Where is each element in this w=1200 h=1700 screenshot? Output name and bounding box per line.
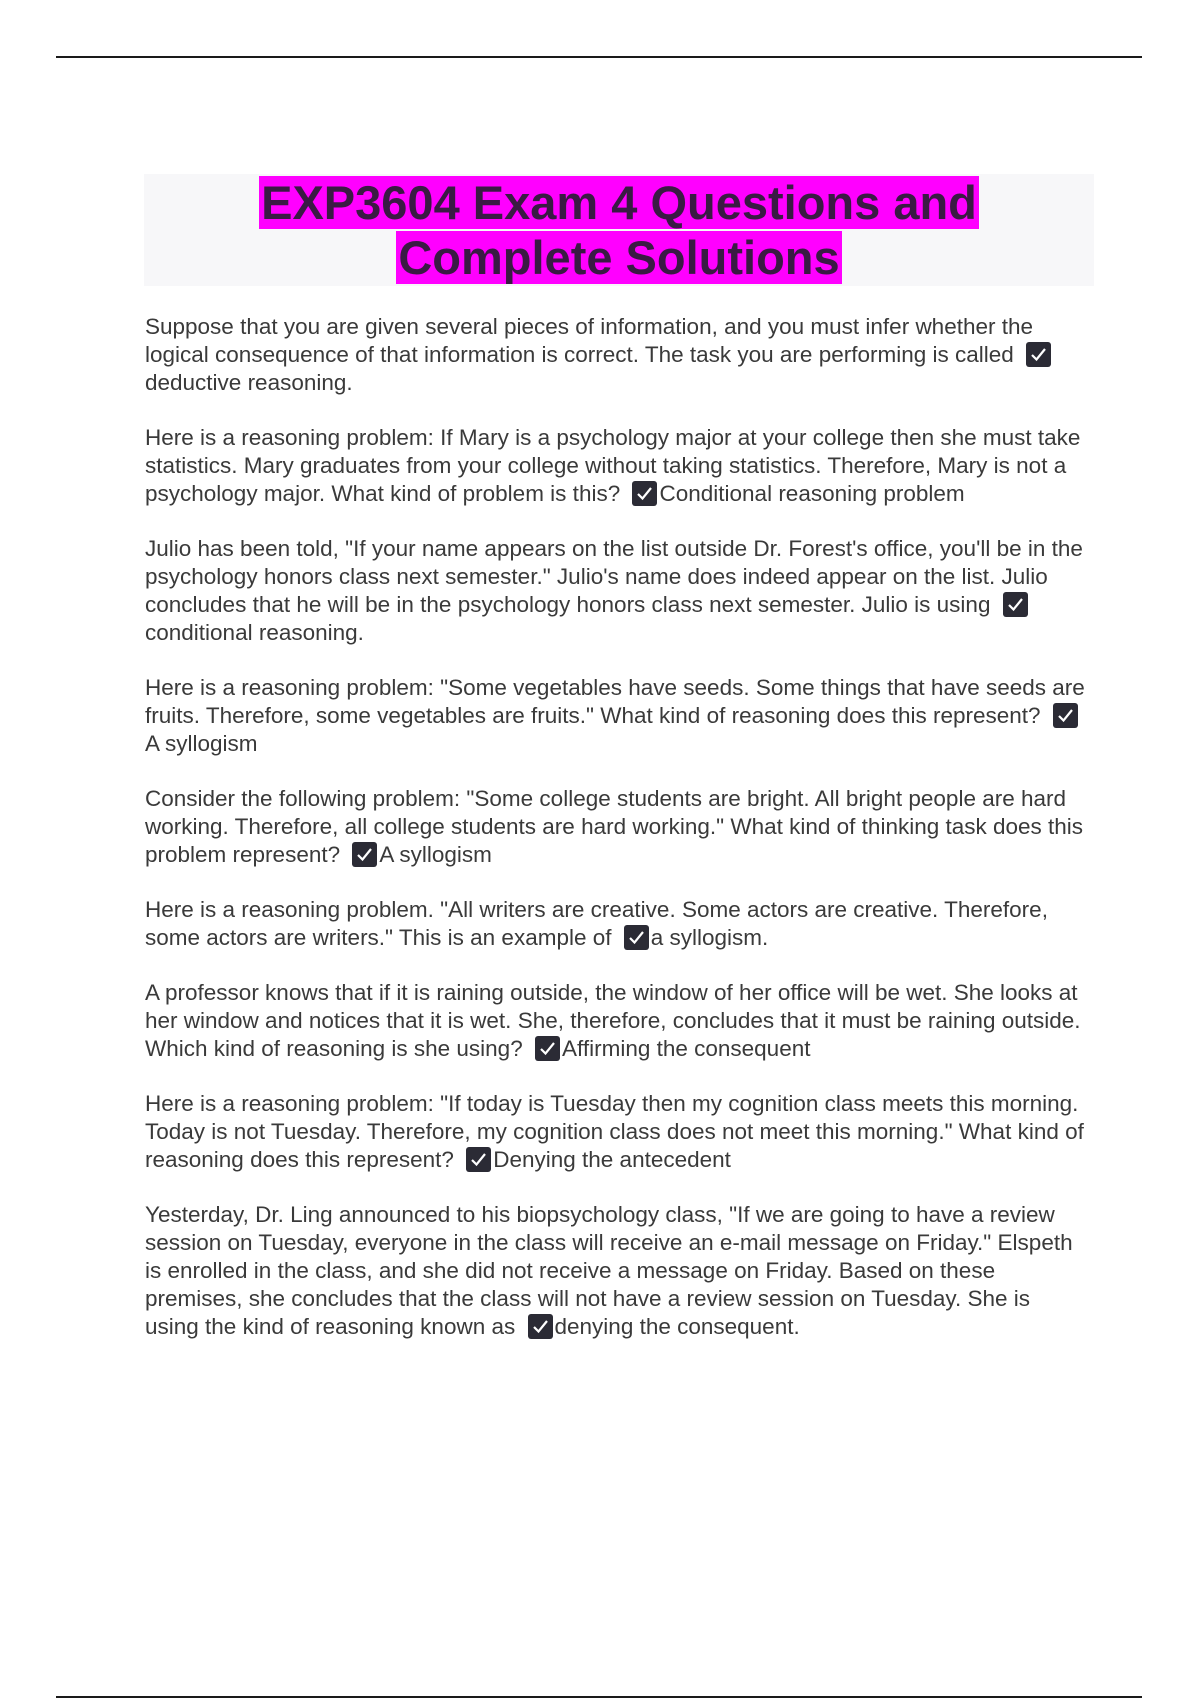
qa-item: [145, 1201, 1090, 1341]
check-box-icon: [466, 1147, 491, 1172]
answer-text: Denying the antecedent: [493, 1147, 731, 1172]
question-text: Yesterday, Dr. Ling announced to his biopsychology class, "If we are going to have a review session on Tuesday, everyone in the class will receive an e-mail message on Friday." Elspeth is enrolled in the class, and she did not receive a message on Friday. Based on these premises, she concludes that the class will not have a review session on Tuesday. She is using the kind of reasoning known as: [145, 1202, 1073, 1339]
check-box-icon: [535, 1036, 560, 1061]
check-box-icon: [1003, 592, 1028, 617]
qa-item: [145, 785, 1090, 869]
answer-text: denying the consequent.: [554, 1314, 800, 1339]
document-title: EXP3604 Exam 4 Questions and Complete Solutions: [261, 176, 977, 284]
title-banner: [144, 174, 1094, 286]
question-text: Consider the following problem: "Some college students are bright. All bright people are hard working. Therefore, all college students are hard working." What kind of thinking task does this problem represent?: [145, 786, 1084, 867]
answer-text: conditional reasoning.: [145, 620, 364, 645]
answer-text: Affirming the consequent: [561, 1036, 811, 1061]
qa-item: [145, 424, 1090, 508]
qa-item: [145, 896, 1090, 952]
answer-text: Conditional reasoning problem: [659, 481, 965, 506]
check-box-icon: [352, 842, 377, 867]
qa-item: [145, 979, 1090, 1063]
answer-text: A syllogism: [145, 731, 258, 756]
qa-item: [145, 1090, 1090, 1174]
qa-item: [145, 313, 1090, 397]
check-box-icon: [1053, 703, 1078, 728]
check-box-icon: [632, 481, 657, 506]
header-rule: [56, 56, 1142, 58]
check-box-icon: [528, 1314, 553, 1339]
question-text: Julio has been told, "If your name appears on the list outside Dr. Forest's office, you'll be in the psychology honors class next semester." Julio's name does indeed appear on the list. Julio concludes that he will be in the psychology honors class next semester. Julio is using: [145, 536, 1083, 617]
qa-item: [145, 674, 1090, 758]
check-box-icon: [1026, 342, 1051, 367]
qa-item: [145, 535, 1090, 647]
footer-rule: [56, 1696, 1142, 1698]
answer-text: a syllogism.: [650, 925, 769, 950]
question-text: Here is a reasoning problem. "All writers are creative. Some actors are creative. Therefore, some actors are writers." This is an example of: [145, 897, 1048, 950]
question-text: Suppose that you are given several pieces of information, and you must infer whether the logical consequence of that information is correct. The task you are performing is called: [145, 314, 1034, 367]
question-text: Here is a reasoning problem: "Some vegetables have seeds. Some things that have seeds are fruits. Therefore, some vegetables are fruits." What kind of reasoning does this represent?: [145, 675, 1085, 728]
answer-text: A syllogism: [379, 842, 492, 867]
question-text: Here is a reasoning problem: "If today is Tuesday then my cognition class meets this morning. Today is not Tuesday. Therefore, my cognition class does not meet this morning." What kind of reasoning does this represent?: [145, 1091, 1084, 1172]
question-text: Here is a reasoning problem: If Mary is a psychology major at your college then she must take statistics. Mary graduates from your college without taking statistics. Therefore, Mary is not a psychology major. What kind of problem is this?: [145, 425, 1081, 506]
answer-text: deductive reasoning.: [145, 370, 353, 395]
qa-list: [145, 313, 1090, 1368]
question-text: A professor knows that if it is raining outside, the window of her office will be wet. She looks at her window and notices that it is wet. She, therefore, concludes that it must be raining outside. Which kind of reasoning is she using?: [145, 980, 1081, 1061]
check-box-icon: [624, 925, 649, 950]
